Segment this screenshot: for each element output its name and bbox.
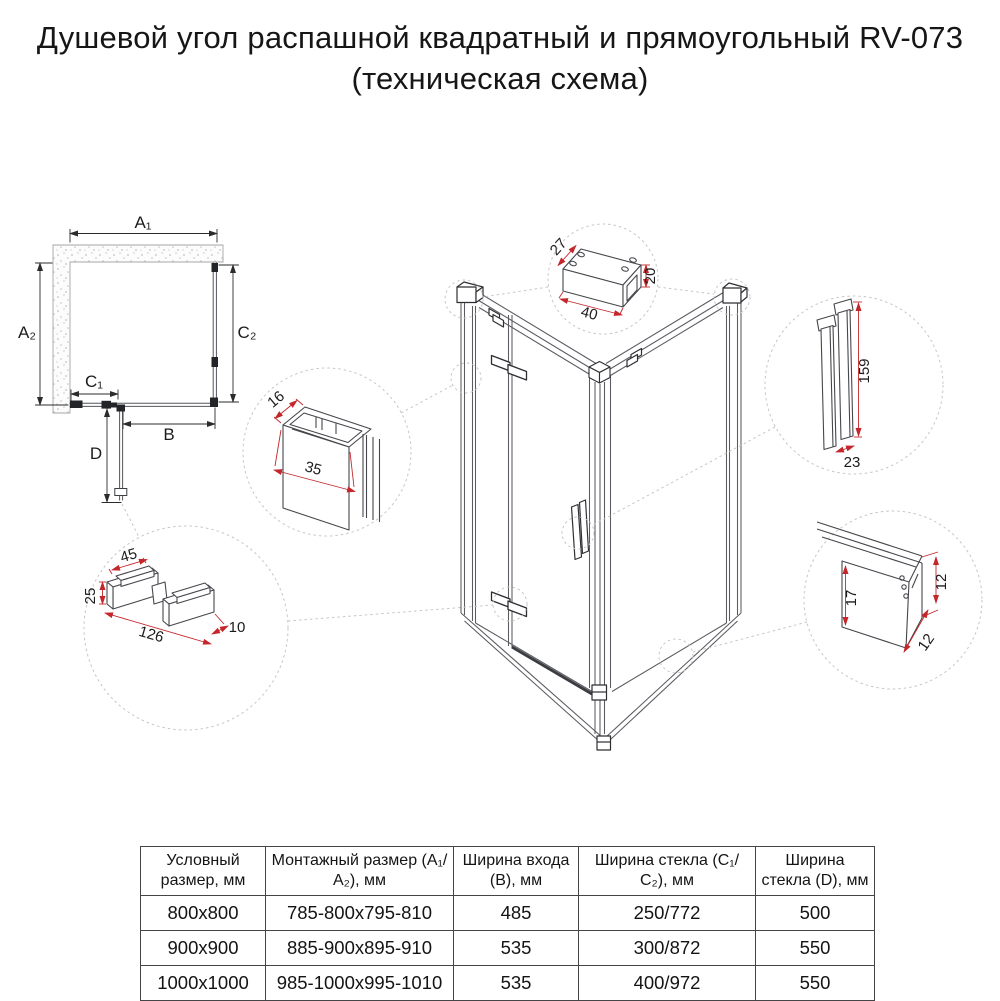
- cell-entry: 535: [454, 931, 579, 966]
- cell-entry: 535: [454, 966, 579, 1001]
- enclosure-3d-view: [457, 282, 747, 750]
- cell-entry: 485: [454, 896, 579, 931]
- wall-profile-dim-depth: 35: [302, 458, 324, 480]
- hinge-dim-height: 25: [82, 587, 99, 605]
- target-wall-profile: [451, 363, 481, 393]
- detail-wall-profile: [264, 388, 379, 530]
- callout-handle: [765, 296, 943, 474]
- bottom-rail-dim-inner: 17: [843, 589, 860, 607]
- col-header-glass-d-width: Ширина стекла (D), мм: [756, 847, 875, 896]
- title-line-2: (техническая схема): [351, 61, 649, 97]
- corner-top-block: [589, 362, 610, 384]
- cell-glass-c: 300/872: [579, 931, 756, 966]
- cell-nominal: 1000x1000: [141, 966, 266, 1001]
- bottom-rail-dim-depth: 12: [914, 630, 939, 655]
- wall-post-right: [723, 283, 747, 303]
- detail-hinge: [82, 545, 245, 646]
- title-line-1: Душевой угол распашной квадратный и прямоугольный RV-073: [36, 20, 964, 55]
- handle-dim-depth: 23: [843, 454, 861, 471]
- cell-nominal: 800x800: [141, 896, 266, 931]
- col-header-nominal-size: Условный размер, мм: [141, 847, 266, 896]
- dim-label-b: B: [163, 425, 175, 444]
- dim-label-a2: A₂: [18, 323, 36, 342]
- bracket-dim-height: 20: [642, 267, 659, 285]
- dim-label-d: D: [89, 444, 103, 463]
- detail-bottom-rail: [817, 522, 950, 654]
- cell-glass-c: 400/972: [579, 966, 756, 1001]
- wall-profile-dim-width: 16: [264, 387, 288, 412]
- detail-bracket: [547, 235, 659, 324]
- plan-view: [18, 213, 256, 503]
- cell-mount: 985-1000x995-1010: [266, 966, 454, 1001]
- door-handle: [572, 500, 589, 560]
- cell-mount: 785-800x795-810: [266, 896, 454, 931]
- cell-glass-c: 250/772: [579, 896, 756, 931]
- hinge-dim-plate: 45: [118, 545, 140, 567]
- size-table: [140, 846, 875, 1001]
- table-row: [141, 966, 875, 1001]
- plan-door-endcap: [115, 489, 127, 496]
- table-row: [141, 931, 875, 966]
- detail-handle: [817, 299, 873, 471]
- wall-post-left: [457, 282, 483, 303]
- bracket-dim-width: 27: [546, 235, 571, 259]
- dim-label-c1: C₁: [84, 372, 104, 391]
- cell-mount: 885-900x895-910: [266, 931, 454, 966]
- bracket-dim-length: 40: [578, 303, 600, 325]
- table-row: [141, 896, 875, 931]
- hinge-dim-length: 126: [136, 623, 166, 647]
- cell-glass-d: 500: [756, 896, 875, 931]
- door-bottom-seal: [512, 647, 592, 694]
- hinge-dim-thickness: 10: [228, 619, 246, 636]
- table-header-row: [141, 847, 875, 896]
- dim-label-a1: A₁: [134, 213, 152, 232]
- bottom-rail-dim-height: 12: [933, 573, 950, 591]
- cell-glass-d: 550: [756, 931, 875, 966]
- col-header-entry-width: Ширина входа (В), мм: [454, 847, 579, 896]
- dim-label-c2: C₂: [237, 323, 257, 342]
- bottom-pivot-block: [592, 685, 607, 700]
- callout-hinge: [84, 526, 288, 730]
- target-bottom-rail: [659, 639, 693, 673]
- col-header-mount-size: Монтажный размер (А₁/А₂), мм: [266, 847, 454, 896]
- wall-section: [53, 245, 223, 413]
- cell-glass-d: 550: [756, 966, 875, 1001]
- handle-dim-height: 159: [856, 358, 873, 384]
- corner-foot-block: [597, 736, 611, 750]
- cell-nominal: 900x900: [141, 931, 266, 966]
- col-header-glass-c-width: Ширина стекла (С₁/С₂), мм: [579, 847, 756, 896]
